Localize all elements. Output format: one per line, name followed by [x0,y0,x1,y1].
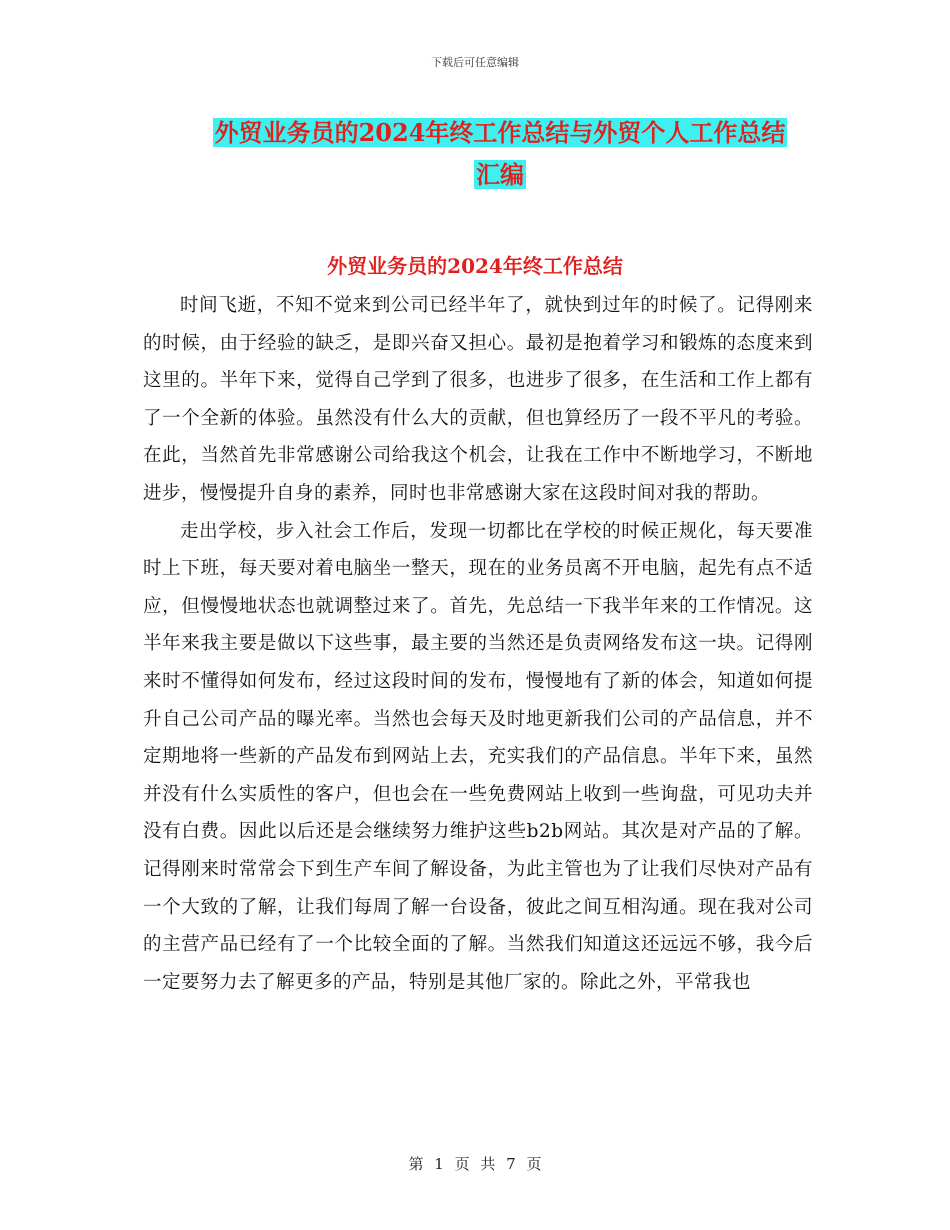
document-title [140,112,860,196]
body-text [143,287,813,1001]
paragraph: 时间飞逝，不知不觉来到公司已经半年了，就快到过年的时候了。记得刚来的时候，由于经验的缺乏，是即兴奋又担心。最初是抱着学习和锻炼的态度来到这里的。半年下来，觉得自己学到了很多，也进步了很多，在生活和工作上都有了一个全新的体验。虽然没有什么大的贡献，但也算经历了一段不平凡的考验。在此，当然首先非常感谢公司给我这个机会，让我在工作中不断地学习，不断地进步，慢慢提升自身的素养，同时也非常感谢大家在这段时间对我的帮助。 [143,295,813,504]
paragraph: 走出学校，步入社会工作后，发现一切都比在学校的时候正规化，每天要准时上下班，每天要对着电脑坐一整天，现在的业务员离不开电脑，起先有点不适应，但慢慢地状态也就调整过来了。首先，先总结一下我半年来的工作情况。这半年来我主要是做以下这些事，最主要的当然还是负责网络发布这一块。记得刚来时不懂得如何发布，经过这段时间的发布，慢慢地有了新的体会，知道如何提升自己公司产品的曝光率。当然也会每天及时地更新我们公司的产品信息，并不定期地将一些新的产品发布到网站上去，充实我们的产品信息。半年下来，虽然并没有什么实质性的客户，但也会在一些免费网站上收到一些询盘，可见功夫并没有白费。因此以后还是会继续努力维护这些b2b网站。其次是对产品的了解。记得刚来时常常会下到生产车间了解设备，为此主管也为了让我们尽快对产品有一个大致的了解，让我们每周了解一台设备，彼此之间互相沟通。现在我对公司的主营产品已经有了一个比较全面的了解。当然我们知道这还远远不够，我今后一定要努力去了解更多的产品，特别是其他厂家的。除此之外，平常我也 [143,520,813,993]
page-number: 第 1 页 共 7 页 [408,1155,542,1173]
header-note: 下载后可任意编辑 [431,56,519,69]
document-title-line1: 外贸业务员的2024年终工作总结与外贸个人工作总结 [214,118,786,147]
section-title: 外贸业务员的2024年终工作总结 [327,254,623,278]
document-title-line2: 汇编 [476,160,524,189]
